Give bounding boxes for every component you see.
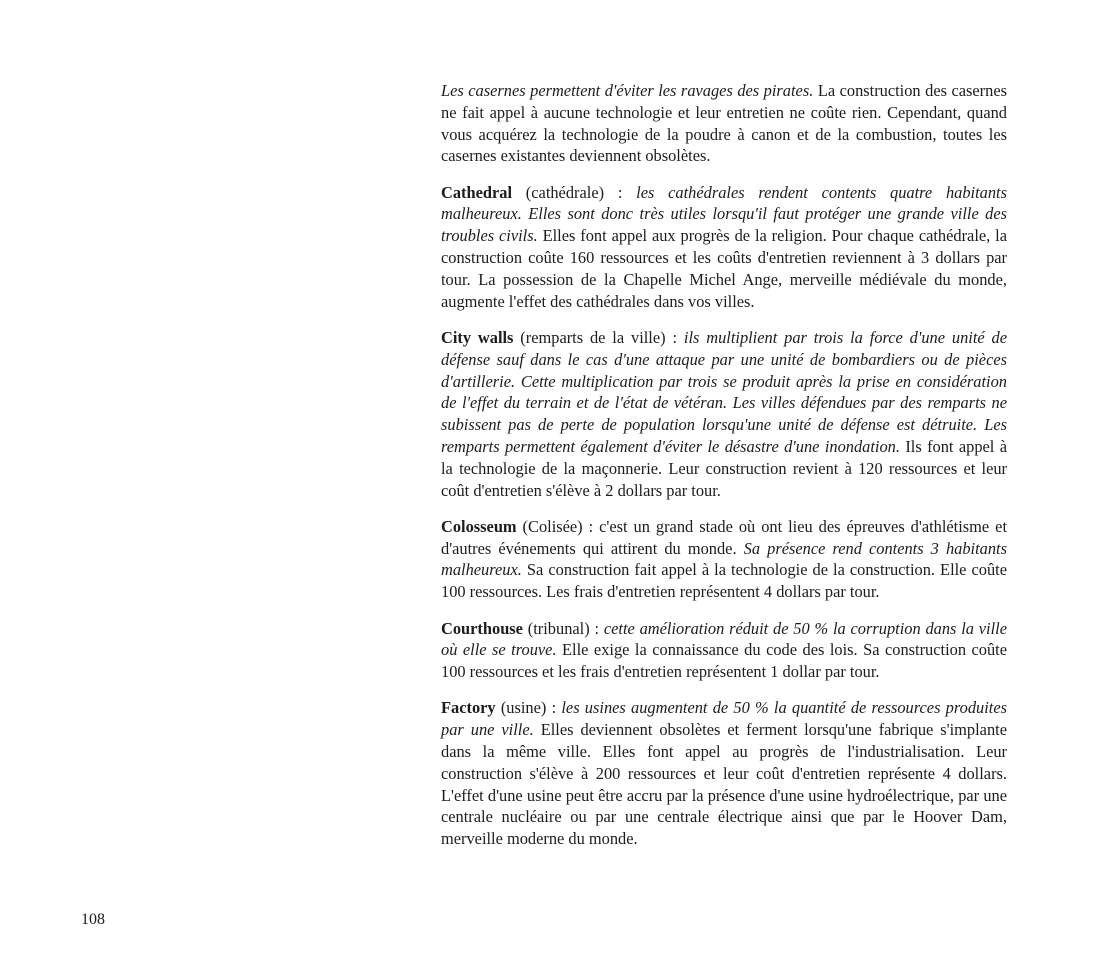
page-number: 108 <box>81 911 105 928</box>
text-column <box>441 80 1007 865</box>
term-translation: (tribunal) : <box>522 618 604 638</box>
term-heading: Factory <box>441 698 496 718</box>
paragraph-body: La construction des casernes ne fait appel à aucune technologie et leur entretien ne coûte rien. Cependant, quand vous acquérez la technologie de la poudre à canon et de la combustion, toutes les casernes existantes deviennent obsolètes. <box>441 81 1007 166</box>
italic-description: les cathédrales rendent contents quatre habitants malheureux. Elles sont donc très utiles lorsqu'il faut protéger une grande ville des troubles civils. <box>441 182 1007 246</box>
italic-description: Sa présence rend contents 3 habitants malheureux. <box>441 538 1007 580</box>
paragraph-barracks <box>441 80 1007 167</box>
term-heading: City walls <box>441 327 514 347</box>
paragraph-body: Sa construction fait appel à la technologie de la construction. Elle coûte 100 ressources. Les frais d'entretien représentent 4 dollars par tour. <box>441 560 1007 602</box>
term-heading: Colosseum <box>441 516 517 536</box>
paragraph-cathedral <box>441 182 1007 313</box>
term-heading: Cathedral <box>441 182 513 202</box>
term-translation: (cathédrale) : <box>512 182 637 202</box>
paragraph-city-walls <box>441 327 1007 501</box>
italic-description: les usines augmentent de 50 % la quantité de ressources produites par une ville. <box>441 698 1007 740</box>
paragraph-body: Ils font appel à la technologie de la maçonnerie. Leur construction revient à 120 ressources et leur coût d'entretien s'élève à 2 dollars par tour. <box>441 436 1007 500</box>
term-heading: Courthouse <box>441 618 523 638</box>
paragraph-body: Elles font appel aux progrès de la religion. Pour chaque cathédrale, la construction coûte 160 ressources et les coûts d'entretien reviennent à 3 dollars par tour. La possession de la Chapelle Michel Ange, merveille médiévale du monde, augmente l'effet des cathédrales dans vos villes. <box>441 226 1007 311</box>
paragraph-colosseum <box>441 516 1007 603</box>
paragraph-factory <box>441 697 1007 850</box>
term-translation: (Colisée) : <box>516 516 600 536</box>
paragraph-courthouse <box>441 618 1007 683</box>
italic-description: cette amélioration réduit de 50 % la corruption dans la ville où elle se trouve. <box>441 618 1007 660</box>
paragraph-body-before: c'est un grand stade où ont lieu des épreuves d'athlétisme et d'autres événements qui attirent du monde. <box>441 516 1007 558</box>
term-translation: (usine) : <box>495 698 562 718</box>
paragraph-body: Elle exige la connaissance du code des lois. Sa construction coûte 100 ressources et les frais d'entretien représentent 1 dollar par tour. <box>441 640 1007 682</box>
paragraph-body: Elles deviennent obsolètes et ferment lorsqu'une fabrique s'implante dans la même ville. Elles font appel au progrès de l'industrialisation. Leur construction s'élève à 200 ressources et leur coût d'entretien représente 4 dollars. L'effet d'une usine peut être accru par la présence d'une usine hydroélectrique, par une centrale nucléaire ou par une centrale électrique ainsi que par le Hoover Dam, merveille moderne du monde. <box>441 720 1007 849</box>
italic-lead: Les casernes permettent d'éviter les ravages des pirates. <box>441 81 814 100</box>
term-translation: (remparts de la ville) : <box>513 327 684 347</box>
italic-description: ils multiplient par trois la force d'une unité de défense sauf dans le cas d'une attaque par une unité de bombardiers ou de pièces d'artillerie. Cette multiplication par trois se produit après la prise en considération de l'effet du terrain et de l'état de vétéran. Les villes défendues par des remparts ne subissent pas de perte de population lorsqu'une unité de défense est détruite. Les remparts permettent également d'éviter le désastre d'une inondation. <box>441 327 1007 456</box>
